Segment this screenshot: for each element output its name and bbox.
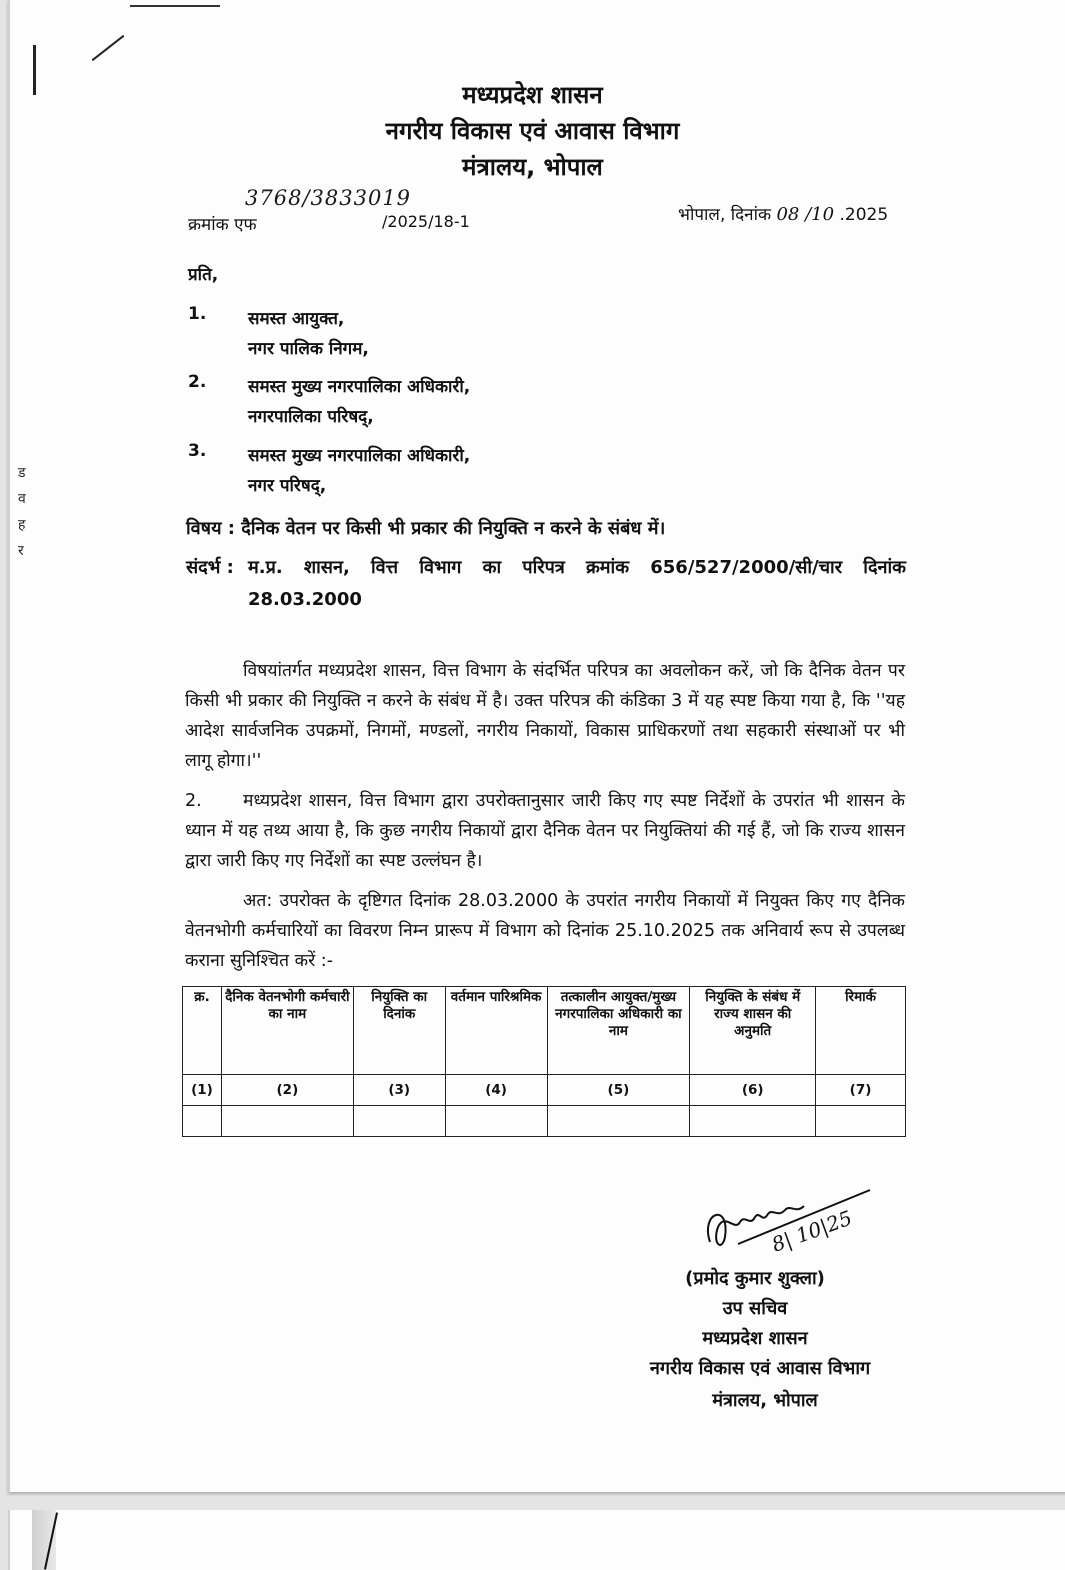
svg-text:8| 10|25: 8| 10|25 [768,1205,856,1257]
margin-char: व [18,491,26,507]
addressee-line: नगर पालिक निगम, [248,339,369,359]
addressee-number: 3. [188,441,207,461]
reference-date: 28.03.2000 [248,589,362,610]
signatory-org-department: नगरीय विकास एवं आवास विभाग [649,1358,871,1379]
table-cell [221,1106,353,1137]
column-header: नियुक्ति के संबंध में राज्य शासन की अनुमति [690,987,816,1075]
header-ministry: मंत्रालय, भोपाल [462,153,603,181]
header-department: नगरीय विकास एवं आवास विभाग [385,117,680,145]
column-number: (6) [690,1075,816,1106]
signatory-org-ministry: मंत्रालय, भोपाल [712,1390,818,1411]
addressee-line: नगरपालिका परिषद्, [248,407,374,427]
column-number: (2) [221,1075,353,1106]
addressee-line: समस्त आयुक्त, [248,309,345,329]
tick-mark [92,35,125,61]
column-number: (7) [816,1075,906,1106]
reference-suffix: /2025/18-1 [382,212,470,231]
column-number: (1) [183,1075,222,1106]
column-header: रिमार्क [816,987,906,1075]
body-paragraph-1 [185,656,905,776]
table-cell [690,1106,816,1137]
addressee-line: समस्त मुख्य नगरपालिका अधिकारी, [248,377,471,397]
handwritten-date: 08 /10 [776,204,835,225]
table-number-row [183,1075,906,1106]
handwritten-signature [700,1182,890,1262]
scribble-mark [130,0,220,7]
date-line [678,202,888,225]
paragraph-text: विषयांतर्गत मध्यप्रदेश शासन, वित्त विभाग के संदर्भित परिपत्र का अवलोकन करें, जो कि दैनिक वेतन पर किसी भी प्रकार की नियुक्ति न करने के संबंध में है। उक्त परिपत्र की कंडिका 3 में यह स्पष्ट किया गया है, कि ''यह आदेश सार्वजनिक उपक्रमों, निगमों, मण्डलों, नगरीय निकायों, विकास प्राधिकरणों तथा सहकारी संस्थाओं पर भी लागू होगा।'' [185,661,905,771]
reference-text: म.प्र. शासन, वित्त विभाग का परिपत्र क्रमांक 656/527/2000/सी/चार दिनांक [248,557,906,578]
addressee-line: समस्त मुख्य नगरपालिका अधिकारी, [248,446,471,466]
column-number: (4) [445,1075,547,1106]
margin-char: ह [18,517,26,533]
reference-section-label: संदर्भ : [186,557,234,578]
table-cell [547,1106,690,1137]
bleed-through-margin-text [18,460,34,564]
to-label: प्रति, [188,265,219,285]
addressee-number: 2. [188,372,207,392]
body-paragraph-2 [185,786,905,876]
paragraph-text: अत: उपरोक्त के दृष्टिगत दिनांक 28.03.2000 के उपरांत नगरीय निकायों में नियुक्त किए गए दैनिक वेतनभोगी कर्मचारियों का विवरण निम्न प्रारूप में विभाग को दिनांक 25.10.2025 तक अनिवार्य रूप से उपलब्ध कराना सुनिश्चित करें :- [185,891,905,971]
body-paragraph-3 [185,886,905,976]
signatory-name: (प्रमोद कुमार शुक्ला) [685,1268,825,1289]
subject-label: विषय : [186,518,235,539]
signatory-org-government: मध्यप्रदेश शासन [702,1328,808,1349]
column-number: (5) [547,1075,690,1106]
next-page-edge [8,1510,1065,1570]
subject-line [186,516,906,540]
paragraph-number: 2. [185,791,202,811]
table-cell [816,1106,906,1137]
paragraph-text: मध्यप्रदेश शासन, वित्त विभाग द्वारा उपरोक्तानुसार जारी किए गए स्पष्ट निर्देशों के उपरांत भी शासन के ध्यान में यह तथ्य आया है, कि कुछ नगरीय निकायों द्वारा दैनिक वेतन पर नियुक्तियां की गई हैं, जो कि राज्य शासन द्वारा जारी किए गए निर्देशों का स्पष्ट उल्लंघन है। [185,791,905,871]
table-cell [445,1106,547,1137]
table-cell [353,1106,445,1137]
table-cell [183,1106,222,1137]
column-header: दैनिक वेतनभोगी कर्मचारी का नाम [221,987,353,1075]
reference-line [186,552,906,616]
margin-char: ड [18,465,26,481]
header-government: मध्यप्रदेश शासन [462,81,603,109]
column-header: तत्कालीन आयुक्त/मुख्य नगरपालिका अधिकारी का नाम [547,987,690,1075]
column-header: वर्तमान पारिश्रमिक [445,987,547,1075]
proforma-table [182,986,906,1137]
column-header: नियुक्ति का दिनांक [353,987,445,1075]
handwritten-reference-number: 3768/3833019 [245,186,412,210]
table-row [183,1106,906,1137]
page-shadow [32,1510,56,1570]
date-label: भोपाल, दिनांक [678,205,772,225]
column-number: (3) [353,1075,445,1106]
date-year: .2025 [839,205,889,225]
addressee-number: 1. [188,304,207,324]
reference-label: क्रमांक एफ [188,215,257,235]
addressee-line: नगर परिषद्, [248,476,327,496]
signatory-designation: उप सचिव [722,1298,788,1319]
table-header-row [183,987,906,1075]
column-header: क्र. [183,987,222,1075]
subject-text: दैनिक वेतन पर किसी भी प्रकार की नियुक्ति न करने के संबंध में। [241,518,666,539]
margin-char: र [18,543,24,559]
